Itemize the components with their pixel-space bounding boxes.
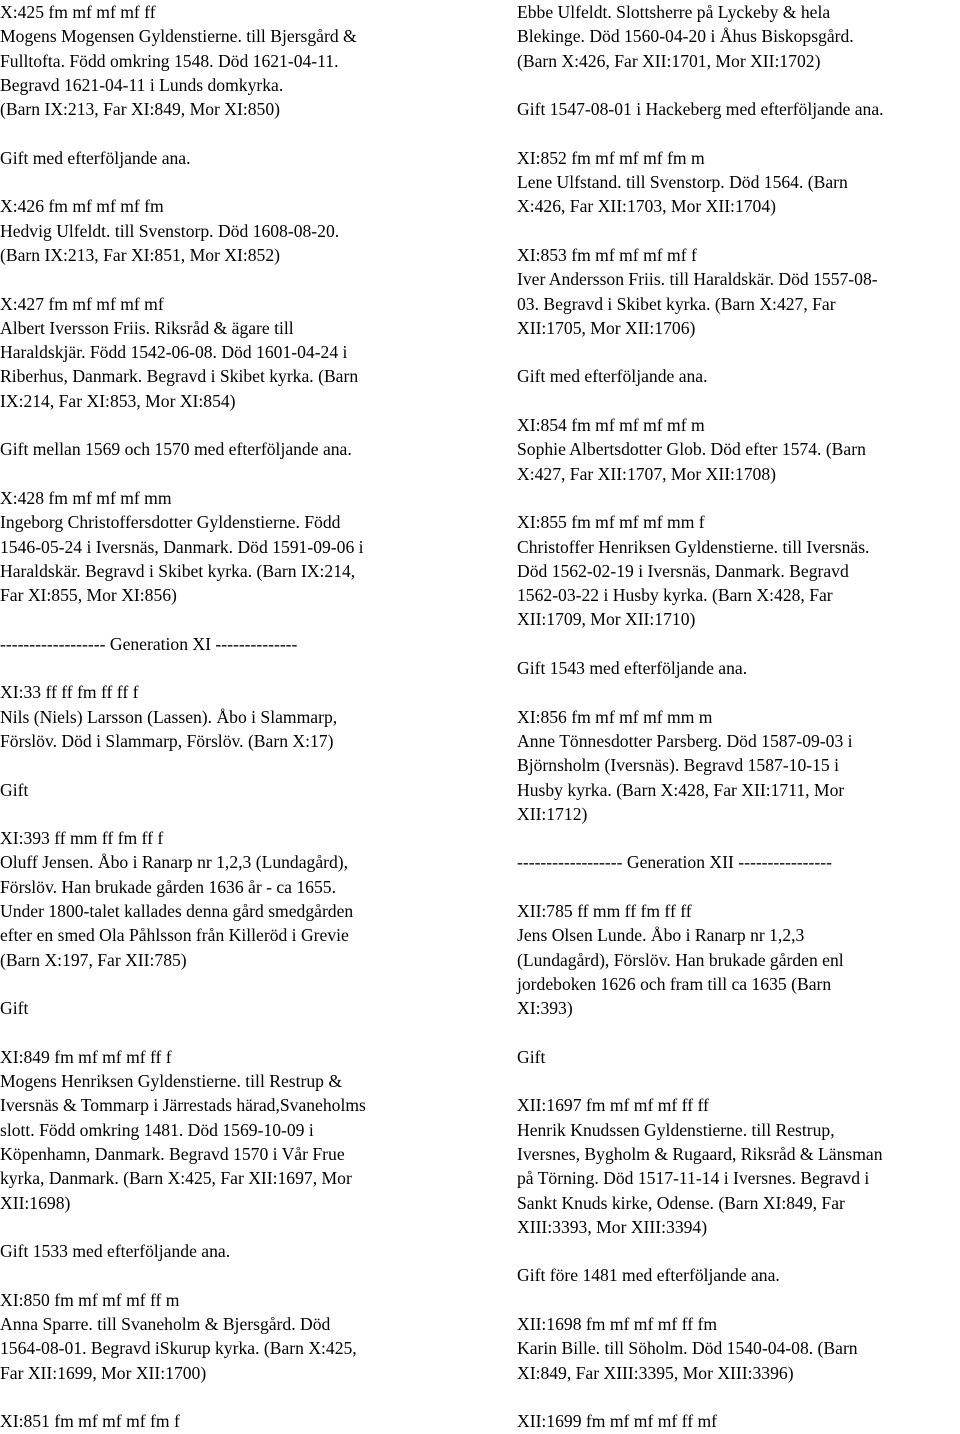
entry-text-line: Mogens Henriksen Gyldenstierne. till Restrup & bbox=[0, 1071, 343, 1092]
entry-text-line: X:426, Far XII:1703, Mor XII:1704) bbox=[517, 196, 776, 217]
entry-id: XI:852 fm mf mf mf fm m bbox=[517, 147, 705, 168]
entry-id: XII:1697 fm mf mf mf ff ff bbox=[517, 1095, 709, 1116]
ancestor-entry bbox=[517, 0, 960, 73]
entry-text-line: XIII:3393, Mor XIII:3394) bbox=[517, 1216, 708, 1237]
ancestor-entry bbox=[517, 413, 960, 486]
entry-text-line: Far XI:855, Mor XI:856) bbox=[0, 585, 177, 606]
ancestor-entry bbox=[0, 1288, 488, 1385]
entry-text-line: Förslöv. Död i Slammarp, Förslöv. (Barn X:17) bbox=[0, 730, 334, 751]
entry-text-line: Blekinge. Död 1560-04-20 i Åhus Biskopsgård. bbox=[517, 26, 854, 47]
entry-text-line: Iversnes, Bygholm & Rugaard, Riksråd & Länsman bbox=[517, 1143, 883, 1164]
ancestor-entry bbox=[0, 194, 488, 267]
ancestor-entry bbox=[0, 292, 488, 413]
entry-text-line: Karin Bille. till Söholm. Död 1540-04-08. (Barn bbox=[517, 1338, 858, 1359]
marriage-note: Gift 1543 med efterföljande ana. bbox=[517, 658, 748, 679]
entry-text-line: 03. Begravd i Skibet kyrka. (Barn X:427, Far bbox=[517, 293, 836, 314]
entry-text-line: XII:1705, Mor XII:1706) bbox=[517, 317, 696, 338]
ancestor-entry bbox=[0, 680, 488, 753]
entry-text-line: (Barn IX:213, Far XI:851, Mor XI:852) bbox=[0, 244, 280, 265]
entry-id: XI:856 fm mf mf mf mm m bbox=[517, 706, 713, 727]
entry-text-line: Haraldskär. Begravd i Skibet kyrka. (Barn IX:214, bbox=[0, 560, 356, 581]
entry-text-line: Sankt Knuds kirke, Odense. (Barn XI:849, Far bbox=[517, 1192, 845, 1213]
marriage-note: Gift bbox=[0, 779, 29, 800]
entry-text-line: Anne Tönnesdotter Parsberg. Död 1587-09-03 i bbox=[517, 730, 853, 751]
entry-id: XI:853 fm mf mf mf mf f bbox=[517, 244, 697, 265]
entry-text-line: Nils (Niels) Larsson (Lassen). Åbo i Slammarp, bbox=[0, 706, 338, 727]
entry-id: XII:1698 fm mf mf mf ff fm bbox=[517, 1314, 718, 1335]
ancestor-entry bbox=[517, 510, 960, 631]
entry-text-line: Björnsholm (Iversnäs). Begravd 1587-10-15 i bbox=[517, 755, 840, 776]
entry-text-line: slott. Född omkring 1481. Död 1569-10-09 i bbox=[0, 1119, 314, 1140]
entry-text-line: 1546-05-24 i Iversnäs, Danmark. Död 1591-09-06 i bbox=[0, 536, 364, 557]
entry-text-line: jordeboken 1626 och fram till ca 1635 (Barn bbox=[517, 973, 832, 994]
entry-text-line: Anna Sparre. till Svaneholm & Bjersgård. Död bbox=[0, 1314, 331, 1335]
ancestor-entry bbox=[0, 826, 488, 972]
entry-text-line: efter en smed Ola Påhlsson från Killeröd i Grevie bbox=[0, 925, 349, 946]
entry-text-line: XII:1709, Mor XII:1710) bbox=[517, 609, 696, 630]
entry-text-line: Hedvig Ulfeldt. till Svenstorp. Död 1608-08-20. bbox=[0, 220, 340, 241]
entry-id: X:425 fm mf mf mf ff bbox=[0, 2, 156, 22]
entry-id: X:427 fm mf mf mf mf bbox=[0, 293, 164, 314]
entry-text-line: XI:849, Far XIII:3395, Mor XIII:3396) bbox=[517, 1362, 794, 1383]
entry-id: XI:855 fm mf mf mf mm f bbox=[517, 512, 705, 533]
marriage-note: Gift bbox=[0, 998, 29, 1019]
entry-text-line: IX:214, Far XI:853, Mor XI:854) bbox=[0, 390, 236, 411]
entry-text-line: kyrka, Danmark. (Barn X:425, Far XII:1697, Mor bbox=[0, 1168, 352, 1189]
ancestor-entry bbox=[517, 899, 960, 1020]
entry-text-line: X:427, Far XII:1707, Mor XII:1708) bbox=[517, 463, 776, 484]
entry-id: XI:851 fm mf mf mf fm f bbox=[0, 1411, 180, 1432]
ancestor-entry bbox=[0, 1045, 488, 1215]
entry-id: XI:849 fm mf mf mf ff f bbox=[0, 1046, 172, 1067]
entry-text-line: XII:1712) bbox=[517, 803, 588, 824]
ancestor-entry bbox=[517, 243, 960, 340]
entry-text-line: Köpenhamn, Danmark. Begravd 1570 i Vår Frue bbox=[0, 1143, 345, 1164]
entry-text-line: XI:393) bbox=[517, 998, 573, 1019]
entry-id: X:428 fm mf mf mf mm bbox=[0, 487, 172, 508]
entry-text-line: 1564-08-01. Begravd iSkurup kyrka. (Barn X:425, bbox=[0, 1338, 357, 1359]
entry-text-line: Ebbe Ulfeldt. Slottsherre på Lyckeby & hela bbox=[517, 2, 831, 22]
entry-text-line: (Lundagård), Förslöv. Han brukade gården enl bbox=[517, 949, 844, 970]
entry-id: X:426 fm mf mf mf fm bbox=[0, 196, 164, 217]
ancestor-entry bbox=[517, 1409, 960, 1433]
marriage-note: Gift 1547-08-01 i Hackeberg med efterföljande ana. bbox=[517, 99, 884, 120]
entry-text-line: Albert Iversson Friis. Riksråd & ägare till bbox=[0, 317, 294, 338]
entry-text-line: Haraldskjär. Född 1542-06-08. Död 1601-04-24 i bbox=[0, 342, 348, 363]
marriage-note: Gift 1533 med efterföljande ana. bbox=[0, 1241, 231, 1262]
entry-text-line: Fulltofta. Född omkring 1548. Död 1621-04-11. bbox=[0, 50, 339, 71]
generation-heading: ------------------ Generation XI -------------- bbox=[0, 633, 298, 654]
entry-text-line: Förslöv. Han brukade gården 1636 år - ca 1655. bbox=[0, 876, 336, 897]
entry-text-line: Christoffer Henriksen Gyldenstierne. till Iversnäs. bbox=[517, 536, 870, 557]
entry-id: XI:854 fm mf mf mf mf m bbox=[517, 415, 705, 436]
marriage-note: Gift med efterföljande ana. bbox=[0, 147, 191, 168]
entry-text-line: på Törning. Död 1517-11-14 i Iversnes. Begravd i bbox=[517, 1168, 870, 1189]
entry-id: XI:393 ff mm ff fm ff f bbox=[0, 828, 164, 849]
entry-text-line: XII:1698) bbox=[0, 1192, 71, 1213]
ancestor-entry bbox=[517, 146, 960, 219]
entry-text-line: Jens Olsen Lunde. Åbo i Ranarp nr 1,2,3 bbox=[517, 925, 805, 946]
entry-text-line: 1562-03-22 i Husby kyrka. (Barn X:428, Far bbox=[517, 585, 833, 606]
ancestor-entry bbox=[517, 1093, 960, 1239]
entry-text-line: Död 1562-02-19 i Iversnäs, Danmark. Begravd bbox=[517, 560, 849, 581]
marriage-note: Gift mellan 1569 och 1570 med efterföljande ana. bbox=[0, 439, 352, 460]
ancestor-entry bbox=[517, 705, 960, 826]
ancestor-entry bbox=[0, 1409, 488, 1433]
entry-text-line: Ingeborg Christoffersdotter Gyldenstierne. Född bbox=[0, 512, 341, 533]
entry-text-line: (Barn X:426, Far XII:1701, Mor XII:1702) bbox=[517, 50, 821, 71]
ancestor-entry bbox=[0, 486, 488, 607]
entry-text-line: Mogens Mogensen Gyldenstierne. till Bjersgård & bbox=[0, 26, 357, 47]
entry-text-line: Oluff Jensen. Åbo i Ranarp nr 1,2,3 (Lundagård), bbox=[0, 852, 349, 873]
entry-text-line: Sophie Albertsdotter Glob. Död efter 1574. (Barn bbox=[517, 439, 866, 460]
entry-text-line: (Barn IX:213, Far XI:849, Mor XI:850) bbox=[0, 99, 280, 120]
entry-id: XI:33 ff ff fm ff ff f bbox=[0, 682, 139, 703]
entry-text-line: Henrik Knudssen Gyldenstierne. till Restrup, bbox=[517, 1119, 835, 1140]
entry-text-line: Iver Andersson Friis. till Haraldskär. Död 1557-08- bbox=[517, 269, 878, 290]
entry-text-line: Riberhus, Danmark. Begravd i Skibet kyrka. (Barn bbox=[0, 366, 359, 387]
generation-heading: ------------------ Generation XII ---------------- bbox=[517, 852, 832, 873]
entry-id: XI:850 fm mf mf mf ff m bbox=[0, 1289, 180, 1310]
ancestor-entry bbox=[0, 0, 488, 121]
entry-text-line: Begravd 1621-04-11 i Lunds domkyrka. bbox=[0, 74, 284, 95]
marriage-note: Gift bbox=[517, 1046, 546, 1067]
marriage-note: Gift med efterföljande ana. bbox=[517, 366, 708, 387]
marriage-note: Gift före 1481 med efterföljande ana. bbox=[517, 1265, 780, 1286]
entry-text-line: Husby kyrka. (Barn X:428, Far XII:1711, Mor bbox=[517, 779, 845, 800]
entry-text-line: (Barn X:197, Far XII:785) bbox=[0, 949, 187, 970]
ancestor-entry bbox=[517, 1312, 960, 1385]
entry-id: XII:785 ff mm ff fm ff ff bbox=[517, 900, 692, 921]
entry-text-line: Far XII:1699, Mor XII:1700) bbox=[0, 1362, 207, 1383]
entry-text-line: Lene Ulfstand. till Svenstorp. Död 1564. (Barn bbox=[517, 172, 848, 193]
entry-text-line: Under 1800-talet kallades denna gård smedgården bbox=[0, 900, 354, 921]
entry-text-line: Iversnäs & Tommarp i Järrestads härad,Svaneholms bbox=[0, 1095, 366, 1116]
right-column bbox=[517, 0, 960, 1434]
entry-id: XII:1699 fm mf mf mf ff mf bbox=[517, 1411, 718, 1432]
